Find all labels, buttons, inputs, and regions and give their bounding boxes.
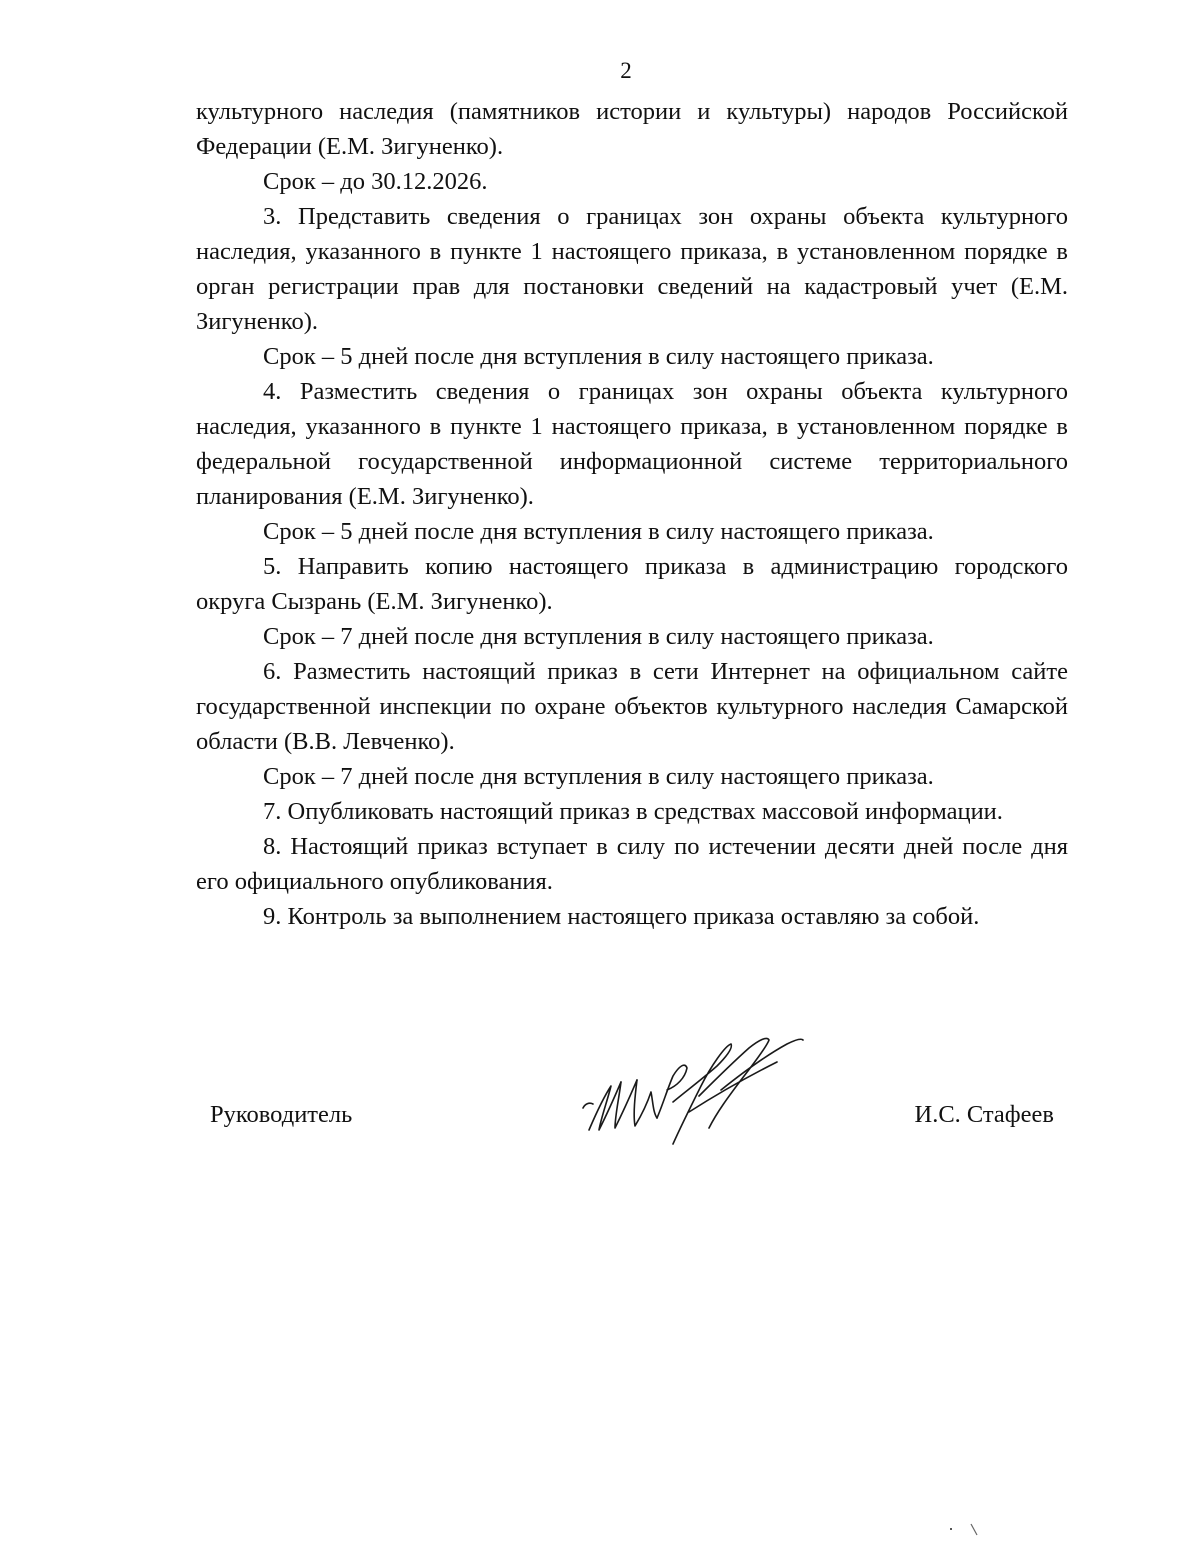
document-body (196, 94, 1068, 934)
order-item-7: 7. Опубликовать настоящий приказ в средствах массовой информации. (263, 798, 1003, 825)
deadline-item-3: Срок – 5 дней после дня вступления в силу настоящего приказа. (263, 343, 934, 370)
signer-name: И.С. Стафеев (914, 1101, 1054, 1128)
deadline-item-2: Срок – до 30.12.2026. (263, 168, 488, 195)
order-item-6: 6. Разместить настоящий приказ в сети Интернет на официальном сайте государственной инспекции по охране объектов культурного наследия Самарской области (В.В. Левченко). (196, 658, 1068, 755)
page-number: 2 (620, 58, 632, 83)
deadline-item-4: Срок – 5 дней после дня вступления в силу настоящего приказа. (263, 518, 934, 545)
order-item-3: 3. Представить сведения о границах зон охраны объекта культурного наследия, указанного в пункте 1 настоящего приказа, в установленном порядке в орган регистрации прав для постановки сведений на кадастровый учет (Е.М. Зигуненко). (196, 203, 1068, 335)
paragraph-continuation: культурного наследия (памятников истории и культуры) народов Российской Федерации (Е.М. Зигуненко). (196, 98, 1068, 160)
signer-position: Руководитель (210, 1101, 353, 1128)
order-item-4: 4. Разместить сведения о границах зон охраны объекта культурного наследия, указанного в пункте 1 настоящего приказа, в установленном порядке в федеральной государственной информационной системе территориального планирования (Е.М. Зигуненко). (196, 378, 1068, 510)
order-item-5: 5. Направить копию настоящего приказа в администрацию городского округа Сызрань (Е.М. Зигуненко). (196, 553, 1068, 615)
deadline-item-6: Срок – 7 дней после дня вступления в силу настоящего приказа. (263, 763, 934, 790)
deadline-item-5: Срок – 7 дней после дня вступления в силу настоящего приказа. (263, 623, 934, 650)
order-item-8: 8. Настоящий приказ вступает в силу по истечении десяти дней после дня его официального опубликования. (196, 833, 1068, 895)
handwritten-signature (581, 1032, 811, 1152)
scan-speck (950, 1528, 952, 1530)
scan-mark (968, 1523, 980, 1537)
signature-block (196, 1030, 1068, 1160)
order-item-9: 9. Контроль за выполнением настоящего приказа оставляю за собой. (263, 903, 980, 930)
